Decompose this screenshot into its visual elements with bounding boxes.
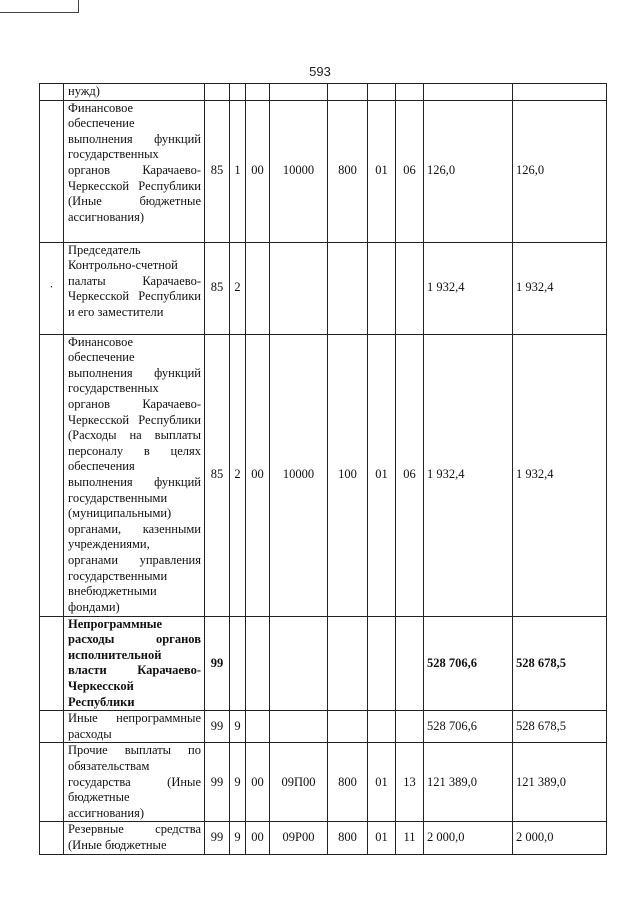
- cell-vr: [328, 84, 368, 101]
- cell-pr2: 00: [246, 100, 270, 242]
- cell-sum2: 126,0: [513, 100, 607, 242]
- cell-name: Финансовое обеспечение выполнения функций государственных органов Карачаево-Черкесской Республики (Расходы на выплаты персоналу в целях обеспечения выполнения функций государственными (муниципальными) органами, казенными учреждениями, органами управления государственными внебюджетными фондами): [64, 334, 205, 616]
- cell-sum1: 1 932,4: [424, 242, 513, 334]
- cell-sum2: 121 389,0: [513, 743, 607, 822]
- cell-name: Председатель Контрольно-счетной палаты Карачаево-Черкесской Республики и его заместители: [64, 242, 205, 334]
- cell-vr: 800: [328, 100, 368, 242]
- cell-pr3: [396, 242, 424, 334]
- cell-pr: 2: [230, 334, 246, 616]
- cell-cs: 10000: [270, 100, 328, 242]
- cell-sum2: 2 000,0: [513, 822, 607, 854]
- cell-kvsr: 99: [205, 743, 230, 822]
- cell-sum2: 528 678,5: [513, 616, 607, 711]
- cell-rz: 01: [368, 100, 396, 242]
- cell-pr: 9: [230, 743, 246, 822]
- cell-marker: [40, 711, 64, 743]
- cell-kvsr: 99: [205, 616, 230, 711]
- cell-sum1: 2 000,0: [424, 822, 513, 854]
- cell-pr3: 06: [396, 100, 424, 242]
- cell-name: Непрограммные расходы органов исполнительной власти Карачаево-Черкесской Республики: [64, 616, 205, 711]
- cell-pr: [230, 84, 246, 101]
- cell-pr2: 00: [246, 743, 270, 822]
- cell-pr3: 11: [396, 822, 424, 854]
- cell-pr2: 00: [246, 822, 270, 854]
- cell-cs: [270, 711, 328, 743]
- table-row: [40, 743, 607, 822]
- table-row: [40, 84, 607, 101]
- cell-rz: 01: [368, 822, 396, 854]
- cell-rz: 01: [368, 334, 396, 616]
- cell-pr: 9: [230, 822, 246, 854]
- cell-sum1: 121 389,0: [424, 743, 513, 822]
- cell-sum2: 1 932,4: [513, 334, 607, 616]
- table-row: [40, 242, 607, 334]
- cell-pr2: [246, 711, 270, 743]
- cell-cs: [270, 84, 328, 101]
- cell-pr3: [396, 84, 424, 101]
- cell-marker: [40, 100, 64, 242]
- table-row: [40, 711, 607, 743]
- cell-kvsr: 99: [205, 711, 230, 743]
- cell-sum1: [424, 84, 513, 101]
- corner-mark: [0, 0, 79, 13]
- budget-table: [39, 83, 607, 855]
- cell-pr: [230, 616, 246, 711]
- cell-kvsr: 99: [205, 822, 230, 854]
- cell-marker: [40, 84, 64, 101]
- cell-name: нужд): [64, 84, 205, 101]
- cell-pr: 2: [230, 242, 246, 334]
- cell-sum1: 528 706,6: [424, 616, 513, 711]
- cell-kvsr: 85: [205, 100, 230, 242]
- table-row: [40, 334, 607, 616]
- cell-rz: 01: [368, 743, 396, 822]
- cell-sum1: 1 932,4: [424, 334, 513, 616]
- cell-kvsr: [205, 84, 230, 101]
- cell-vr: 800: [328, 822, 368, 854]
- cell-sum2: 528 678,5: [513, 711, 607, 743]
- cell-name: Прочие выплаты по обязательствам государства (Иные бюджетные ассигнования): [64, 743, 205, 822]
- cell-pr2: [246, 242, 270, 334]
- cell-vr: 100: [328, 334, 368, 616]
- cell-pr2: [246, 84, 270, 101]
- cell-sum1: 528 706,6: [424, 711, 513, 743]
- cell-pr3: [396, 616, 424, 711]
- cell-rz: [368, 84, 396, 101]
- cell-name: Иные непрограммные расходы: [64, 711, 205, 743]
- cell-sum1: 126,0: [424, 100, 513, 242]
- cell-marker: [40, 822, 64, 854]
- cell-marker: [40, 743, 64, 822]
- cell-pr2: 00: [246, 334, 270, 616]
- cell-pr3: [396, 711, 424, 743]
- cell-pr: 9: [230, 711, 246, 743]
- cell-rz: [368, 242, 396, 334]
- cell-rz: [368, 616, 396, 711]
- cell-cs: 10000: [270, 334, 328, 616]
- cell-marker: ·: [40, 242, 64, 334]
- cell-pr: 1: [230, 100, 246, 242]
- table-row: [40, 822, 607, 854]
- cell-sum2: [513, 84, 607, 101]
- cell-sum2: 1 932,4: [513, 242, 607, 334]
- table-row: [40, 100, 607, 242]
- cell-rz: [368, 711, 396, 743]
- cell-cs: 09Р00: [270, 822, 328, 854]
- cell-pr3: 13: [396, 743, 424, 822]
- cell-kvsr: 85: [205, 334, 230, 616]
- cell-name: Финансовое обеспечение выполнения функций государственных органов Карачаево-Черкесской Республики (Иные бюджетные ассигнования): [64, 100, 205, 242]
- cell-marker: [40, 334, 64, 616]
- cell-vr: 800: [328, 743, 368, 822]
- cell-pr2: [246, 616, 270, 711]
- cell-cs: [270, 242, 328, 334]
- page-number: 593: [309, 64, 331, 79]
- cell-cs: [270, 616, 328, 711]
- cell-cs: 09П00: [270, 743, 328, 822]
- cell-vr: [328, 242, 368, 334]
- cell-pr3: 06: [396, 334, 424, 616]
- table-row: [40, 616, 607, 711]
- cell-vr: [328, 616, 368, 711]
- cell-kvsr: 85: [205, 242, 230, 334]
- cell-vr: [328, 711, 368, 743]
- cell-name: Резервные средства (Иные бюджетные: [64, 822, 205, 854]
- cell-marker: [40, 616, 64, 711]
